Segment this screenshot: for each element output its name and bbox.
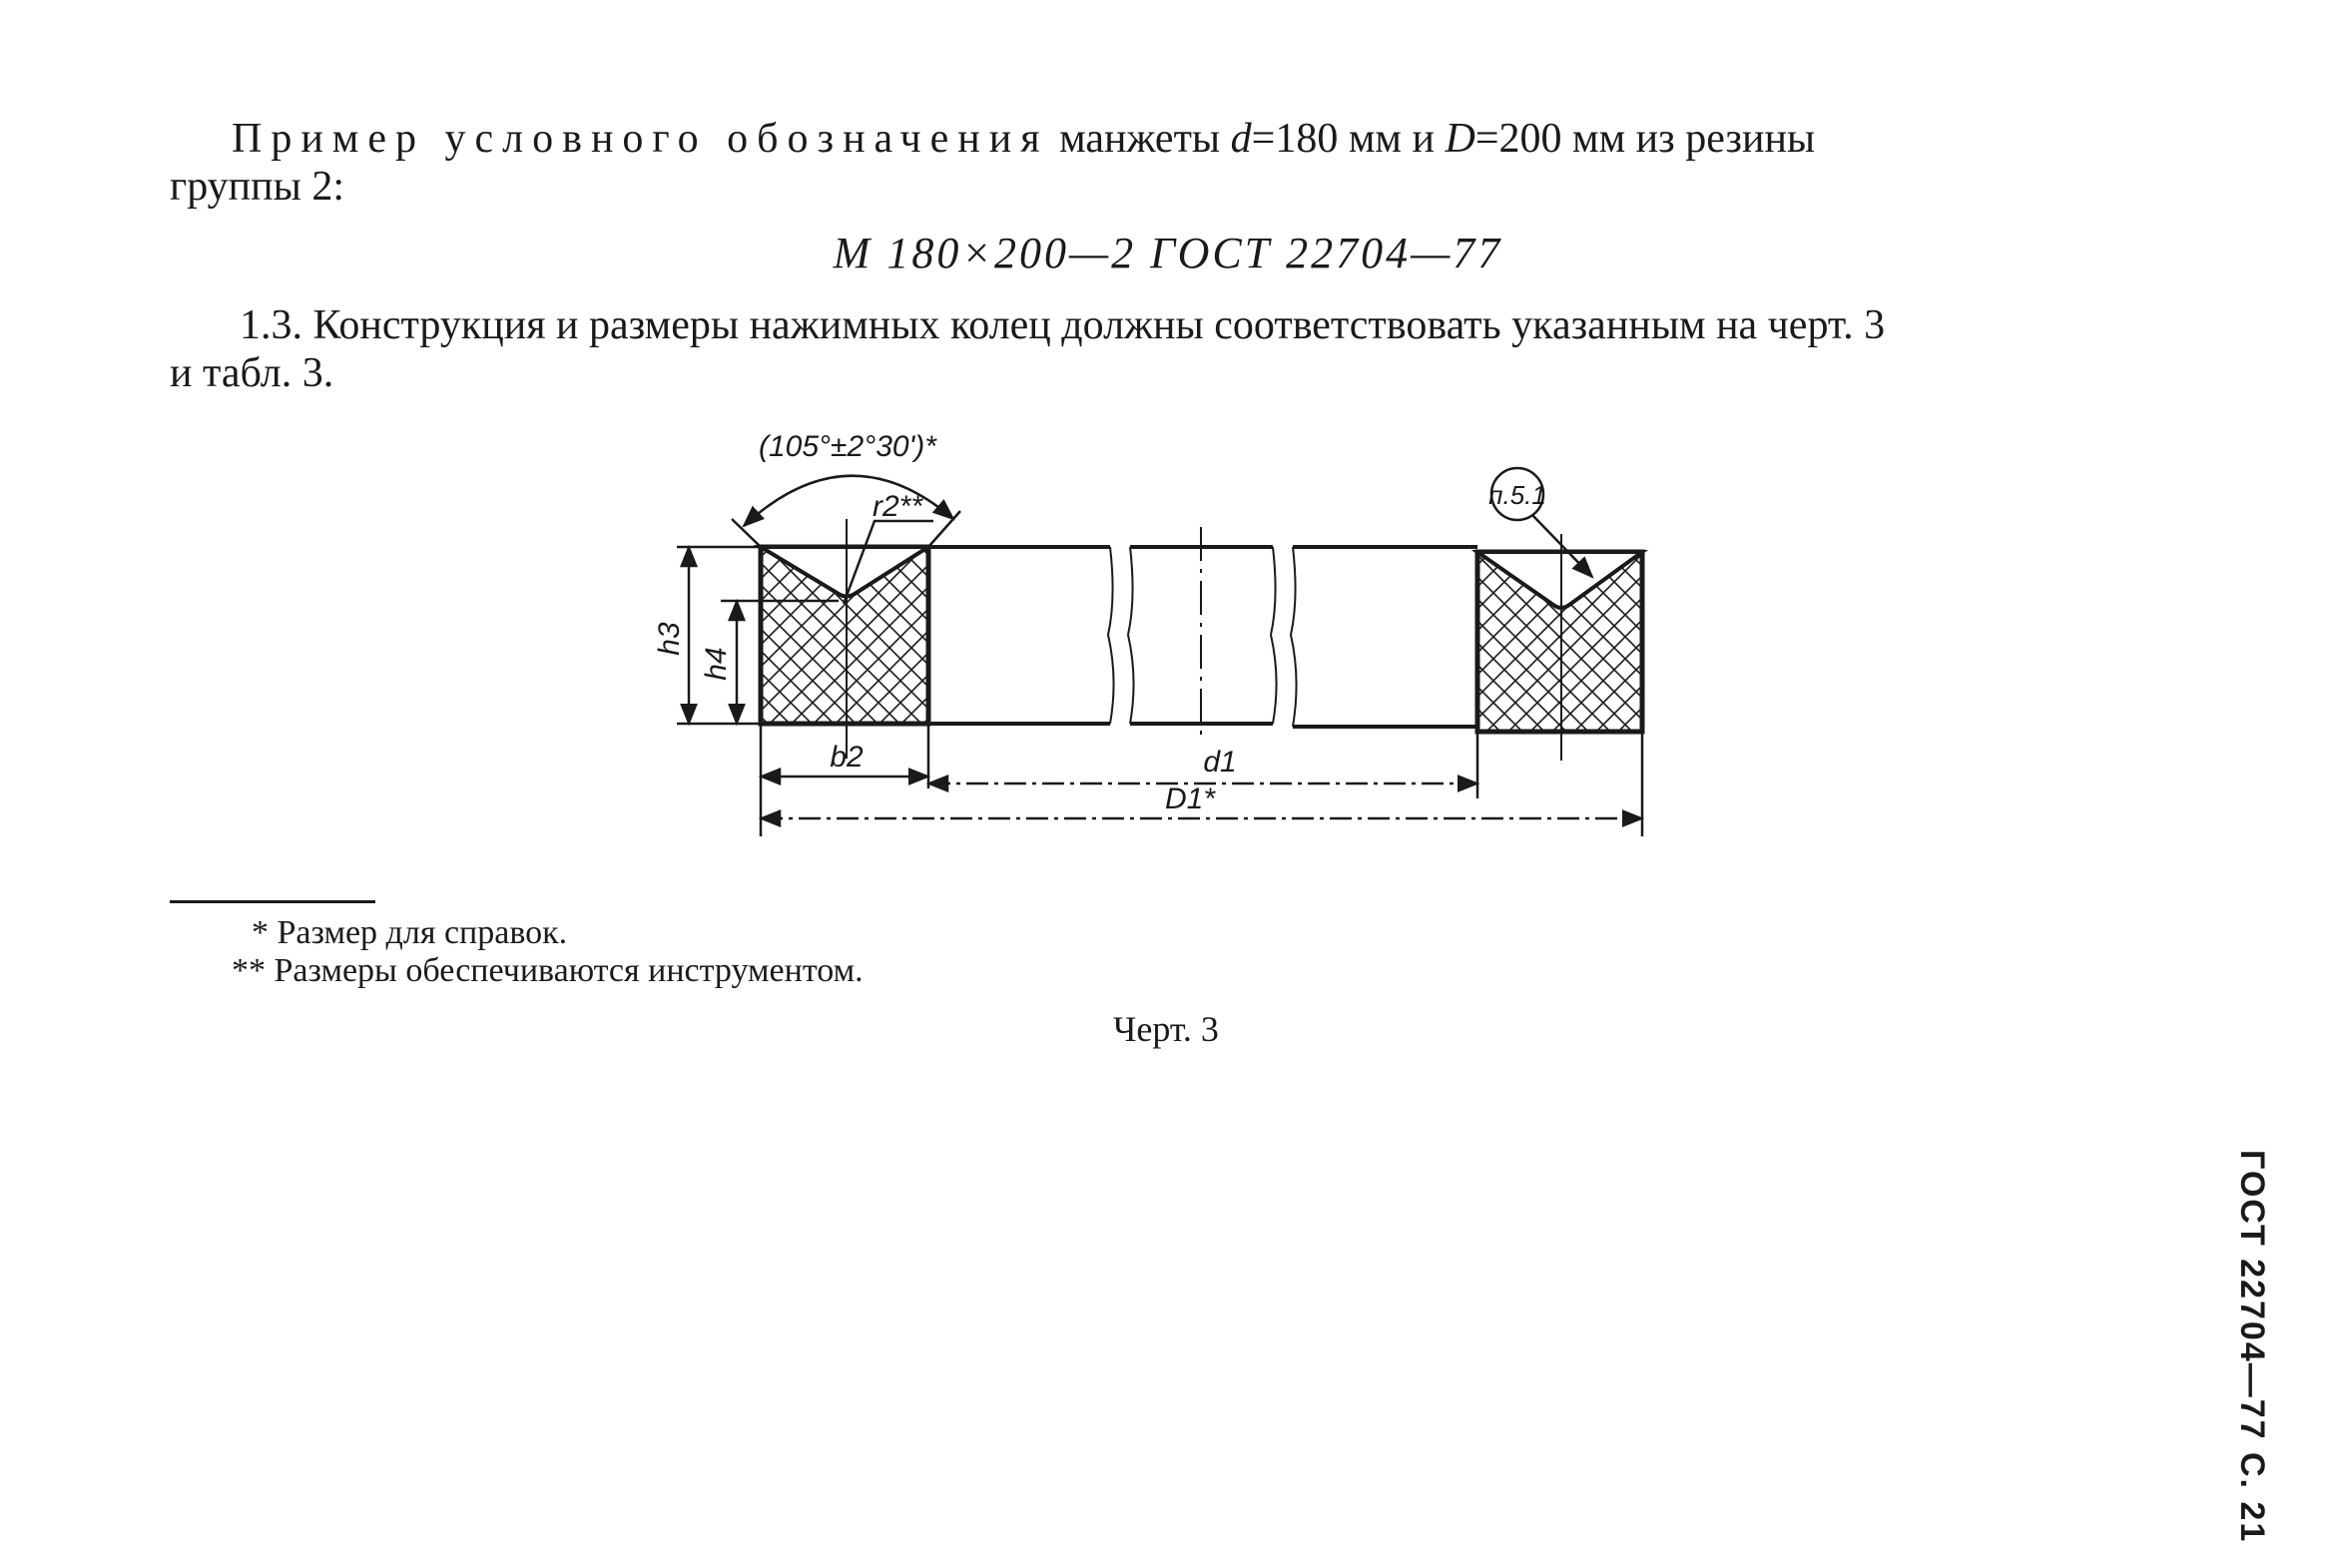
note-ref-label: п.5.1: [1488, 480, 1546, 510]
section-1-3-line-2: и табл. 3.: [170, 350, 334, 396]
ring-body: [928, 527, 1477, 739]
footnote-rule: [170, 900, 375, 903]
example-line-2: группы 2:: [170, 164, 345, 210]
right-section: [1477, 534, 1642, 761]
d-symbol: d: [1230, 116, 1252, 162]
h4-label: h4: [700, 647, 733, 681]
page-side-label: ГОСТ 22704—77 С. 21: [2233, 1150, 2271, 1544]
h3-label: h3: [653, 622, 686, 656]
d-value: =180 мм и: [1251, 116, 1435, 162]
width-dimensions: [761, 724, 1642, 836]
angle-label: (105°±2°30')*: [759, 430, 936, 463]
b2-label: b2: [830, 741, 864, 774]
section-1-3-line-1: 1.3. Конструкция и размеры нажимных колец должны соответствовать указанным на черт. 3: [240, 302, 1886, 348]
left-section: [761, 519, 928, 759]
radius-label: r2**: [873, 490, 923, 523]
D-value: =200 мм из резины: [1474, 116, 1816, 162]
figure-caption: Черт. 3: [1113, 1009, 1219, 1049]
d1-label: d1: [1203, 746, 1237, 779]
footnote-1: * Размер для справок.: [252, 914, 568, 951]
D1-label: D1*: [1164, 783, 1216, 815]
designation-example: M 180×200—2 ГОСТ 22704—77: [833, 229, 1503, 277]
example-lead-rest: манжеты: [1059, 116, 1221, 162]
footnote-2: ** Размеры обеспечиваются инструментом.: [232, 952, 864, 989]
example-lead: Пример условного обозначения: [232, 116, 1049, 162]
D-symbol: D: [1445, 116, 1475, 162]
